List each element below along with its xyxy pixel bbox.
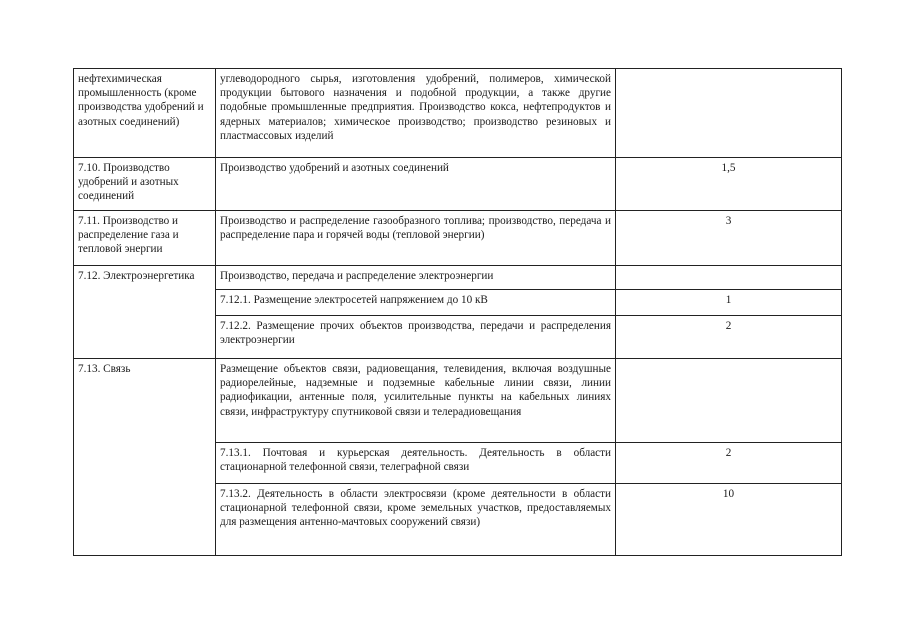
coefficient-cell: 10: [616, 484, 842, 556]
coefficient-cell: 1,5: [616, 158, 842, 211]
table-row: [74, 316, 842, 359]
table-row: [74, 69, 842, 158]
coefficient-cell: 2: [616, 443, 842, 484]
activity-description-cell: 7.13.1. Почтовая и курьерская деятельность. Деятельность в области стационарной телефонной связи, телеграфной связи: [216, 443, 616, 484]
coefficient-cell: 2: [616, 316, 842, 359]
activity-name-cell: [74, 484, 216, 556]
activity-name-cell: [74, 290, 216, 316]
activity-name-cell: 7.12. Электроэнергетика: [74, 266, 216, 290]
table-row: [74, 158, 842, 211]
coefficient-cell: 3: [616, 211, 842, 266]
table-row: [74, 266, 842, 290]
activity-name-cell: [74, 443, 216, 484]
activity-description-cell: 7.12.2. Размещение прочих объектов производства, передачи и распределения электроэнергии: [216, 316, 616, 359]
activity-description-cell: 7.13.2. Деятельность в области электросвязи (кроме деятельности в области стационарной телефонной связи, кроме земельных участков, предоставляемых для размещения антенно-мачтовых сооружений связи): [216, 484, 616, 556]
table-row: [74, 290, 842, 316]
table-row: [74, 211, 842, 266]
coefficient-cell: [616, 359, 842, 443]
activity-description-cell: углеводородного сырья, изготовления удобрений, полимеров, химической продукции бытового назначения и подобной продукции, а также другие подобные промышленные предприятия. Производство кокса, нефтепродуктов и ядерных материалов; химическое производство; производство резиновых и пластмассовых изделий: [216, 69, 616, 158]
regulation-table: [73, 68, 842, 556]
table-row: [74, 443, 842, 484]
table-row: [74, 359, 842, 443]
coefficient-cell: [616, 266, 842, 290]
activity-description-cell: Размещение объектов связи, радиовещания, телевидения, включая воздушные радиорелейные, надземные и подземные кабельные линии связи, линии радиофикации, антенные поля, усилительные пункты на кабельных линиях связи, инфраструктуру спутниковой связи и телерадиовещания: [216, 359, 616, 443]
activity-name-cell: [74, 316, 216, 359]
coefficient-cell: 1: [616, 290, 842, 316]
activity-name-cell: нефтехимическая промышленность (кроме производства удобрений и азотных соединений): [74, 69, 216, 158]
activity-description-cell: Производство, передача и распределение электроэнергии: [216, 266, 616, 290]
activity-name-cell: 7.10. Производство удобрений и азотных соединений: [74, 158, 216, 211]
table-row: [74, 484, 842, 556]
coefficient-cell: [616, 69, 842, 158]
activity-description-cell: Производство и распределение газообразного топлива; производство, передача и распределение пара и горячей воды (тепловой энергии): [216, 211, 616, 266]
activity-description-cell: 7.12.1. Размещение электросетей напряжением до 10 кВ: [216, 290, 616, 316]
activity-name-cell: 7.11. Производство и распределение газа и тепловой энергии: [74, 211, 216, 266]
activity-name-cell: 7.13. Связь: [74, 359, 216, 443]
activity-description-cell: Производство удобрений и азотных соединений: [216, 158, 616, 211]
